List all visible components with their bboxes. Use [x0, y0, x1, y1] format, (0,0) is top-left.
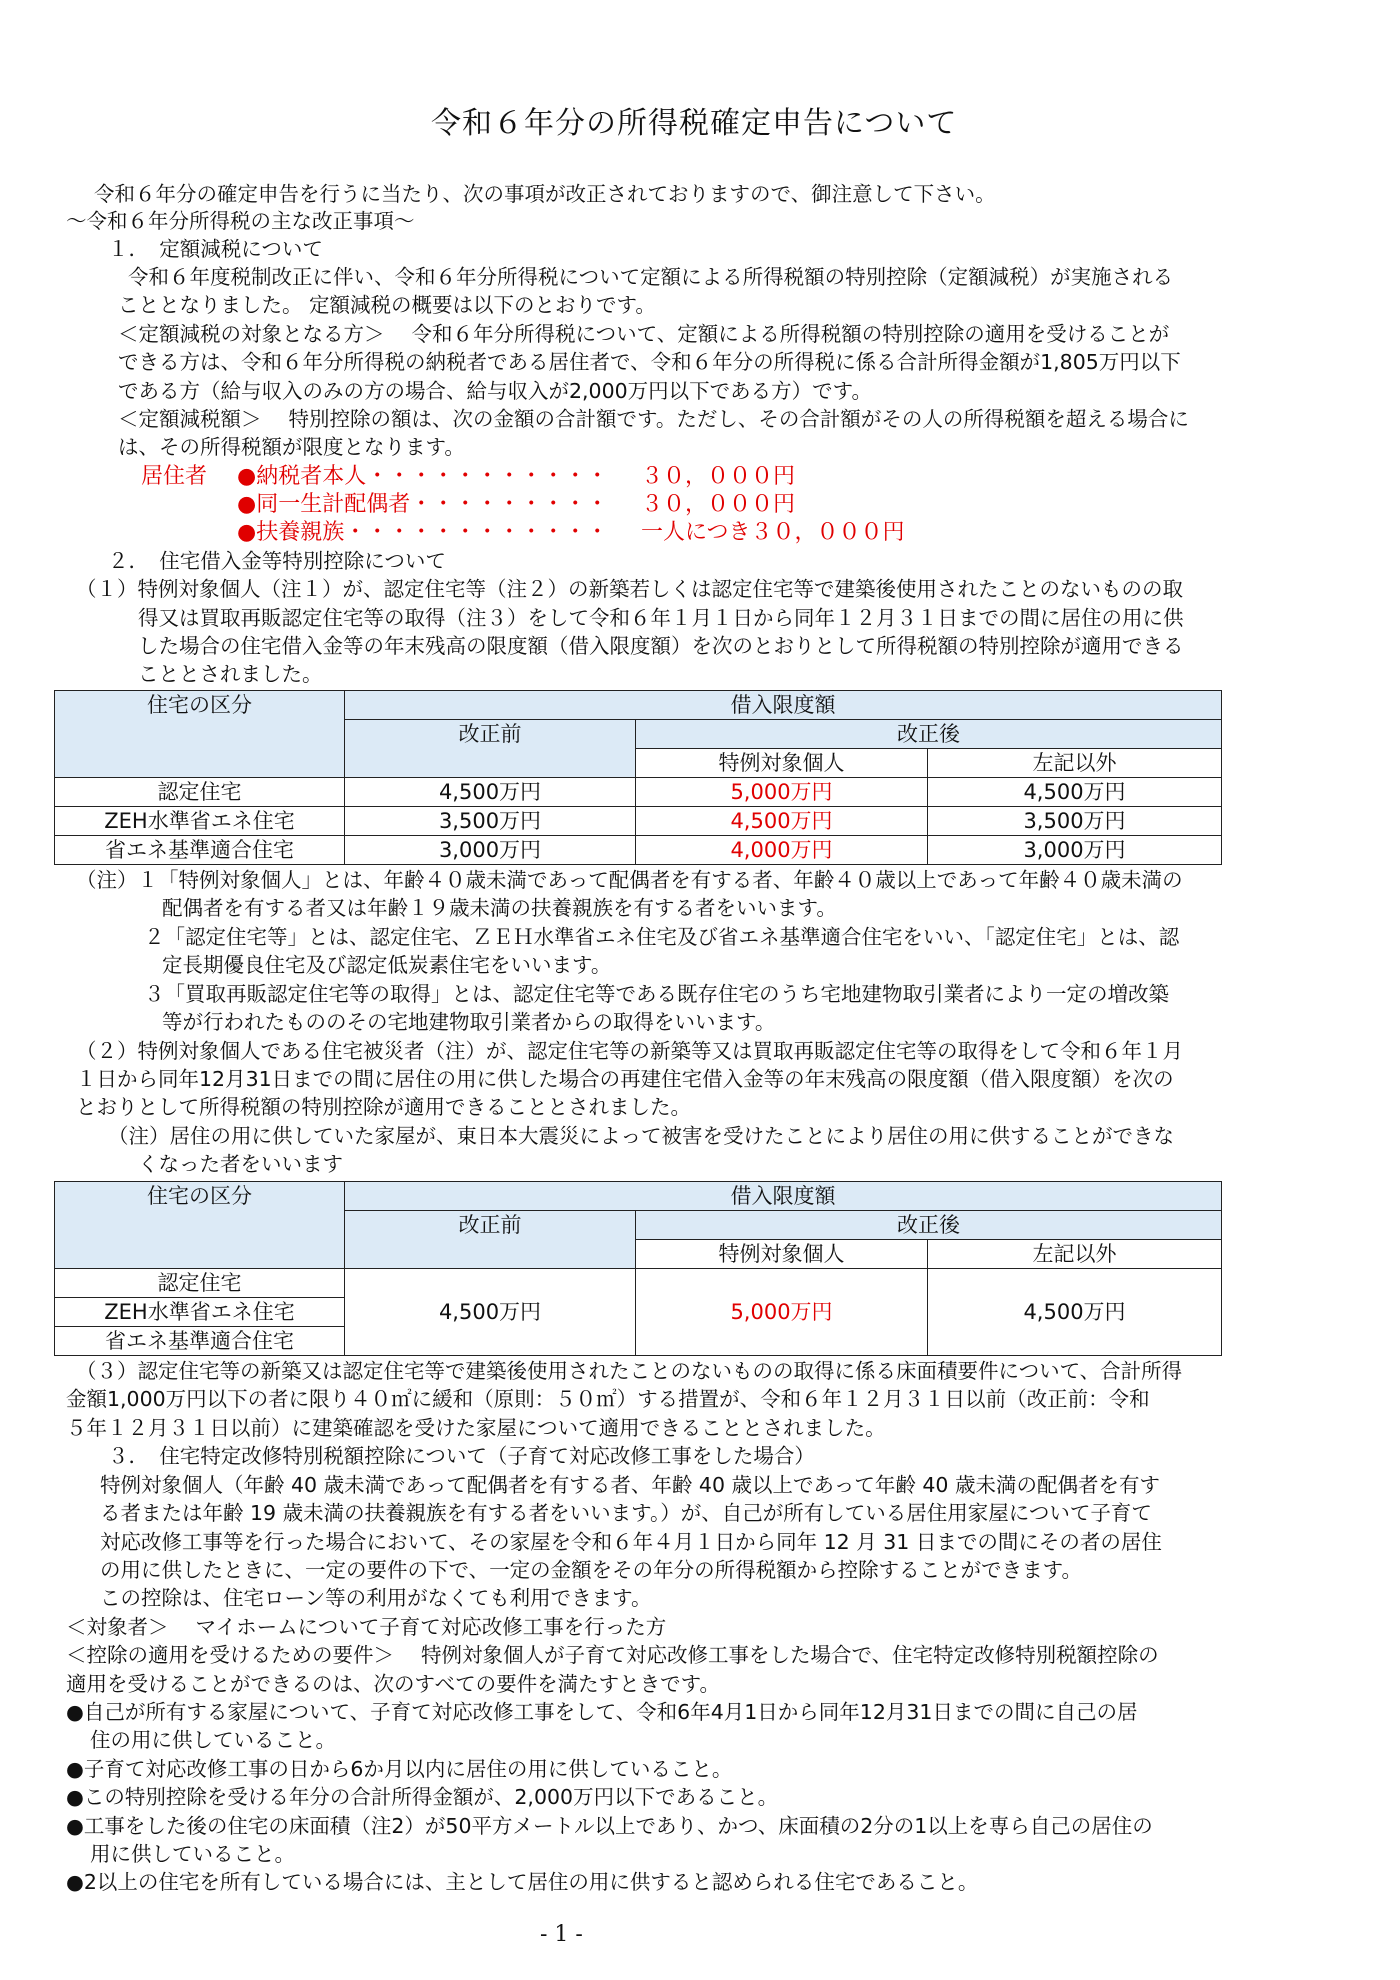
- deduction-item-taxpayer: ●納税者本人・・・・・・・・・・・: [237, 464, 609, 489]
- s2-p1-line2: 得又は買取再販認定住宅等の取得（注３）をして令和６年１月１日から同年１２月３１日までの間に居住の用に供: [138, 606, 1184, 630]
- table-row: [55, 1269, 1222, 1298]
- deduction-value-taxpayer: ３０，０００円: [641, 464, 796, 489]
- table1-other: 3,500万円: [928, 807, 1222, 836]
- s2-p2-line3: とおりとして所得税額の特別控除が適用できることとされました。: [76, 1095, 691, 1119]
- table-row: [55, 778, 1222, 807]
- s2-p3-line1: （３）認定住宅等の新築又は認定住宅等で建築後使用されたことのないものの取得に係る床面積要件について、合計所得: [76, 1359, 1183, 1383]
- s2-p1-line4: こととされました。: [138, 662, 323, 686]
- table1-type: ZEH水準省エネ住宅: [55, 807, 345, 836]
- table2-other: 4,500万円: [928, 1269, 1222, 1356]
- section3-heading: ３． 住宅特定改修特別税額控除について（子育て対応改修工事をした場合）: [108, 1444, 815, 1468]
- loan-limit-table-2: [54, 1181, 1222, 1356]
- page-title: 令和６年分の所得税確定申告について: [431, 106, 958, 141]
- table1-special: 4,000万円: [636, 836, 928, 865]
- deduction-value-dependents: 一人につき３０，０００円: [641, 520, 905, 545]
- table1-special: 5,000万円: [636, 778, 928, 807]
- s1-p1-line1: 令和６年度税制改正に伴い、令和６年分所得税について定額による所得税額の特別控除（定額減税）が実施される: [128, 265, 1174, 289]
- s3-p1-line1: 特例対象個人（年齢 40 歳未満であって配偶者を有する者、年齢 40 歳以上であって年齢 40 歳未満の配偶者を有す: [100, 1473, 1160, 1497]
- s2-p3-line2: 金額1,000万円以下の者に限り４０㎡に緩和（原則：５０㎡）する措置が、令和６年１２月３１日以前（改正前：令和: [66, 1387, 1150, 1411]
- table2-header-before: 改正前: [345, 1211, 636, 1269]
- table1-before: 3,000万円: [345, 836, 636, 865]
- s3-req-line2: 適用を受けることができるのは、次のすべての要件を満たすときです。: [66, 1672, 720, 1696]
- s1-target-line2: できる方は、令和６年分所得税の納税者である居住者で、令和６年分の所得税に係る合計所得金額が1,805万円以下: [118, 350, 1181, 374]
- s3-target: ＜対象者＞ マイホームについて子育て対応改修工事を行った方: [66, 1615, 667, 1639]
- s1-p1-line2: こととなりました。 定額減税の概要は以下のとおりです。: [118, 293, 656, 317]
- table1-header-before: 改正前: [345, 720, 636, 778]
- s3-bullet3: ●この特別控除を受ける年分の合計所得金額が、2,000万円以下であること。: [66, 1785, 779, 1809]
- table1-header-other: 左記以外: [928, 749, 1222, 778]
- s2-p2-note-line2: くなった者をいいます: [138, 1152, 343, 1176]
- deduction-item-dependents: ●扶養親族・・・・・・・・・・・・: [237, 520, 609, 545]
- subtitle: ～令和６年分所得税の主な改正事項～: [66, 209, 415, 233]
- intro-text: 令和６年分の確定申告を行うに当たり、次の事項が改正されておりますので、御注意して下さい。: [94, 182, 996, 206]
- s2-p2-line1: （２）特例対象個人である住宅被災者（注）が、認定住宅等の新築等又は買取再販認定住宅等の取得をして令和６年１月: [76, 1039, 1183, 1063]
- s2-p2-note-line1: （注）居住の用に供していた家屋が、東日本大震災によって被害を受けたことにより居住の用に供することができな: [108, 1124, 1174, 1148]
- table1-header-after: 改正後: [636, 720, 1222, 749]
- table2-header-other: 左記以外: [928, 1240, 1222, 1269]
- table1-header-type: 住宅の区分: [55, 691, 345, 778]
- s3-bullet1-line1: ●自己が所有する家屋について、子育て対応改修工事をして、令和6年4月1日から同年12月31日までの間に自己の居: [66, 1700, 1138, 1724]
- table-row: [55, 807, 1222, 836]
- s1-amount-line1: ＜定額減税額＞ 特別控除の額は、次の金額の合計額です。ただし、その合計額がその人の所得税額を超える場合に: [118, 407, 1189, 431]
- note3-line2: 等が行われたもののその宅地建物取引業者からの取得をいいます。: [162, 1010, 776, 1034]
- loan-limit-table-1: [54, 690, 1222, 865]
- table1-before: 4,500万円: [345, 778, 636, 807]
- table2-type: ZEH水準省エネ住宅: [55, 1298, 345, 1327]
- table1-header-special: 特例対象個人: [636, 749, 928, 778]
- note2-line1: ２「認定住宅等」とは、認定住宅、ＺＥＨ水準省エネ住宅及び省エネ基準適合住宅をいい、「認定住宅」とは、認: [144, 925, 1180, 949]
- table1-other: 4,500万円: [928, 778, 1222, 807]
- table2-type: 認定住宅: [55, 1269, 345, 1298]
- s2-p1-line3: した場合の住宅借入金等の年末残高の限度額（借入限度額）を次のとおりとして所得税額の特別控除が適用できる: [138, 634, 1184, 658]
- table2-before: 4,500万円: [345, 1269, 636, 1356]
- table2-header-special: 特例対象個人: [636, 1240, 928, 1269]
- s3-bullet4-line2: 用に供していること。: [90, 1842, 295, 1866]
- table1-type: 省エネ基準適合住宅: [55, 836, 345, 865]
- s2-p3-line3: ５年１２月３１日以前）に建築確認を受けた家屋について適用できることとされました。: [66, 1416, 886, 1440]
- s3-req-line1: ＜控除の適用を受けるための要件＞ 特例対象個人が子育て対応改修工事をした場合で、住宅特定改修特別税額控除の: [66, 1643, 1159, 1667]
- section1-heading: １． 定額減税について: [108, 237, 323, 261]
- table2-header-type: 住宅の区分: [55, 1182, 345, 1269]
- s1-amount-line2: は、その所得税額が限度となります。: [118, 435, 465, 459]
- s1-target-line3: である方（給与収入のみの方の場合、給与収入が2,000万円以下である方）です。: [118, 379, 873, 403]
- table1-special: 4,500万円: [636, 807, 928, 836]
- s2-p2-line2: １日から同年12月31日までの間に居住の用に供した場合の再建住宅借入金等の年末残高の限度額（借入限度額）を次の: [76, 1067, 1174, 1091]
- s3-p1-line3: 対応改修工事等を行った場合において、その家屋を令和６年４月１日から同年 12 月 31 日までの間にその者の居住: [100, 1530, 1162, 1554]
- resident-label: 居住者: [141, 464, 208, 489]
- section2-heading: ２． 住宅借入金等特別控除について: [108, 549, 446, 573]
- table1-before: 3,500万円: [345, 807, 636, 836]
- note1-line1: （注）１「特例対象個人」とは、年齢４０歳未満であって配偶者を有する者、年齢４０歳以上であって年齢４０歳未満の: [76, 868, 1183, 892]
- table2-type: 省エネ基準適合住宅: [55, 1327, 345, 1356]
- table1-header-limit: 借入限度額: [345, 691, 1222, 720]
- deduction-value-spouse: ３０，０００円: [641, 492, 796, 517]
- table2-header-after: 改正後: [636, 1211, 1222, 1240]
- s1-target-line1: ＜定額減税の対象となる方＞ 令和６年分所得税について、定額による所得税額の特別控除の適用を受けることが: [118, 322, 1170, 346]
- table2-header-limit: 借入限度額: [345, 1182, 1222, 1211]
- note1-line2: 配偶者を有する者又は年齢１９歳未満の扶養親族を有する者をいいます。: [162, 896, 837, 920]
- table1-type: 認定住宅: [55, 778, 345, 807]
- s3-bullet4-line1: ●工事をした後の住宅の床面積（注2）が50平方メートル以上であり、かつ、床面積の2分の1以上を専ら自己の居住の: [66, 1814, 1153, 1838]
- note3-line1: ３「買取再販認定住宅等の取得」とは、認定住宅等である既存住宅のうち宅地建物取引業者により一定の増改築: [144, 982, 1169, 1006]
- s3-bullet2: ●子育て対応改修工事の日から6か月以内に居住の用に供していること。: [66, 1757, 733, 1781]
- s3-bullet1-line2: 住の用に供していること。: [90, 1728, 336, 1752]
- table-row: [55, 836, 1222, 865]
- s3-p1-line5: この控除は、住宅ローン等の利用がなくても利用できます。: [100, 1586, 652, 1610]
- table2-special: 5,000万円: [636, 1269, 928, 1356]
- s3-p1-line2: る者または年齢 19 歳未満の扶養親族を有する者をいいます。）が、自己が所有している居住用家屋について子育て: [100, 1501, 1152, 1525]
- s3-p1-line4: の用に供したときに、一定の要件の下で、一定の金額をその年分の所得税額から控除することができます。: [100, 1558, 1082, 1582]
- s2-p1-line1: （１）特例対象個人（注１）が、認定住宅等（注２）の新築若しくは認定住宅等で建築後使用されたことのないものの取: [76, 577, 1183, 601]
- page-number: - 1 -: [540, 1922, 583, 1947]
- deduction-item-spouse: ●同一生計配偶者・・・・・・・・・: [237, 492, 609, 517]
- table1-other: 3,000万円: [928, 836, 1222, 865]
- note2-line2: 定長期優良住宅及び認定低炭素住宅をいいます。: [162, 953, 612, 977]
- s3-bullet5: ●2以上の住宅を所有している場合には、主として居住の用に供すると認められる住宅であること。: [66, 1870, 979, 1894]
